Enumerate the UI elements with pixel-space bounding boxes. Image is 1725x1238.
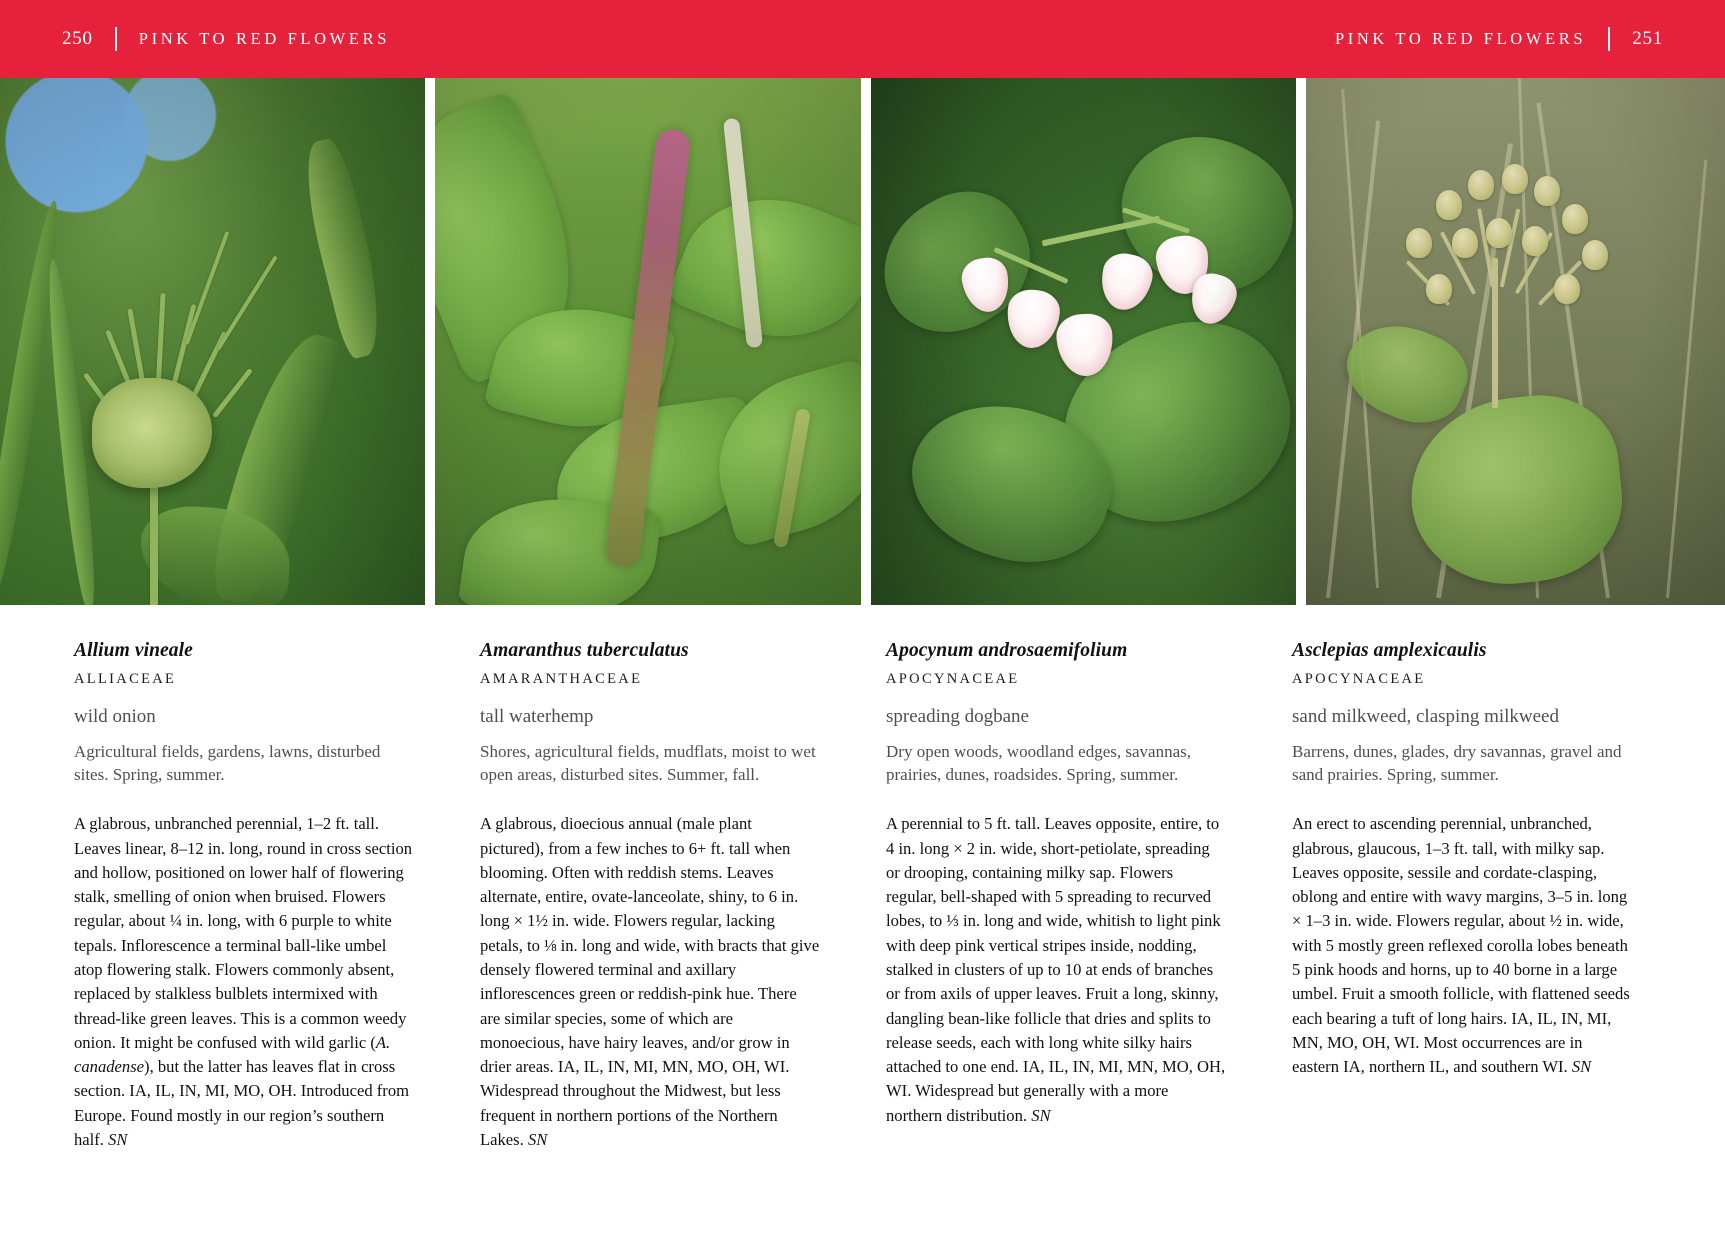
- entry-column-apocynum-androsaemifolium: [886, 640, 1226, 1152]
- entry-column-amaranthus-tuberculatus: [480, 640, 820, 1152]
- common-names: tall waterhemp: [480, 706, 594, 727]
- scientific-name: Allium vineale: [74, 640, 193, 661]
- running-header-band: [0, 0, 1725, 78]
- species-description: [480, 812, 820, 1152]
- entry-columns: [74, 640, 1651, 1152]
- author-initials: SN: [1031, 1105, 1051, 1125]
- entry-text-area: [0, 612, 1725, 1238]
- common-names: spreading dogbane: [886, 706, 1029, 727]
- common-names: sand milkweed, clasping milkweed: [1292, 706, 1559, 727]
- author-initials: SN: [1571, 1057, 1592, 1077]
- family-name: AMARANTHACEAE: [480, 671, 643, 687]
- photo-apocynum-androsaemifolium: [871, 78, 1296, 605]
- folio-left: 250: [62, 28, 93, 49]
- common-names: wild onion: [74, 706, 156, 727]
- species-description: [886, 812, 1226, 1128]
- description-part-1: An erect to ascending perennial, unbranched, glabrous, glaucous, 1–3 ft. tall, with milky sap. Leaves opposite, sessile and cordate-clasping, oblong and entire with wavy margins, 3–5 in. long × 1–3 in. wide. Flowers regular, about ½ in. wide, with 5 mostly green reflexed corolla lobes beneath 5 pink hoods and horns, up to 40 borne in a large umbel. Fruit a smooth follicle, with flattened seeds each bearing a tuft of long hairs. IA, IL, IN, MI, MN, MO, OH, WI. Most occurrences are in eastern IA, northern IL, and southern WI.: [1292, 814, 1630, 1077]
- habitat-and-season: Shores, agricultural fields, mudflats, moist to wet open areas, disturbed sites. Summer, fall.: [480, 742, 816, 785]
- habitat-and-season: Barrens, dunes, glades, dry savannas, gravel and sand prairies. Spring, summer.: [1292, 742, 1622, 785]
- description-part-1: A glabrous, dioecious annual (male plant pictured), from a few inches to 6+ ft. tall when blooming. Often with reddish stems. Leaves alternate, entire, ovate-lanceolate, shiny, to 6 in. long × 1½ in. wide. Flowers regular, lacking petals, to ⅛ in. long and wide, with bracts that give densely flowered terminal and axillary inflorescences green or reddish-pink hue. There are similar species, some of which are monoecious, have hairy leaves, and/or grow in drier areas. IA, IL, IN, MI, MN, MO, OH, WI. Widespread throughout the Midwest, but less frequent in northern portions of the Northern Lakes.: [480, 814, 820, 1150]
- photo-amaranthus-tuberculatus: [435, 78, 860, 605]
- header-divider-right: [1608, 27, 1610, 51]
- scientific-name: Amaranthus tuberculatus: [480, 640, 689, 661]
- family-name: ALLIACEAE: [74, 671, 177, 687]
- species-description: [1292, 812, 1632, 1079]
- description-part-2: ), but the latter has leaves flat in cross section. IA, IL, IN, MI, MO, OH. Introduced from Europe. Found mostly in our region’s southern half.: [74, 1057, 410, 1150]
- entry-column-asclepias-amplexicaulis: [1292, 640, 1632, 1152]
- scientific-name: Asclepias amplexicaulis: [1292, 640, 1487, 661]
- author-initials: SN: [527, 1130, 548, 1150]
- running-header-left: [62, 27, 390, 51]
- header-divider-left: [115, 27, 117, 51]
- habitat-and-season: Dry open woods, woodland edges, savannas, prairies, dunes, roadsides. Spring, summer.: [886, 742, 1191, 785]
- folio-right: 251: [1632, 28, 1663, 49]
- family-name: APOCYNACEAE: [1292, 671, 1426, 687]
- entry-column-allium-vineale: [74, 640, 414, 1152]
- species-description: [74, 812, 414, 1152]
- photo-strip: [0, 78, 1725, 605]
- scientific-name: Apocynum androsaemifolium: [886, 640, 1128, 661]
- habitat-and-season: Agricultural fields, gardens, lawns, disturbed sites. Spring, summer.: [74, 742, 381, 785]
- author-initials: SN: [108, 1130, 128, 1150]
- description-part-1: A perennial to 5 ft. tall. Leaves opposite, entire, to 4 in. long × 2 in. wide, short-petiolate, spreading or drooping, containing milky sap. Flowers regular, bell-shaped with 5 spreading to recurved lobes, to ⅓ in. long and wide, whitish to light pink with deep pink vertical stripes inside, nodding, stalked in clusters of up to 10 at ends of branches or from axils of upper leaves. Fruit a long, skinny, dangling bean-like follicle that dries and splits to release seeds, each with long white silky hairs attached to one end. IA, IL, IN, MI, MN, MO, OH, WI. Widespread but generally with a more northern distribution.: [886, 814, 1226, 1125]
- description-part-1: A glabrous, unbranched perennial, 1–2 ft. tall. Leaves linear, 8–12 in. long, round in cross section and hollow, positioned on lower half of flowering stalk, smelling of onion when bruised. Flowers regular, about ¼ in. long, with 6 purple to white tepals. Inflorescence a terminal ball-like umbel atop flowering stalk. Flowers commonly absent, replaced by stalkless bulblets intermixed with thread-like green leaves. This is a common weedy onion. It might be confused with wild garlic (: [74, 814, 413, 1052]
- running-title-right: PINK TO RED FLOWERS: [1334, 29, 1587, 48]
- photo-allium-vineale: [0, 78, 425, 605]
- running-title-left: PINK TO RED FLOWERS: [138, 29, 391, 48]
- photo-asclepias-amplexicaulis: [1306, 78, 1725, 605]
- running-header-right: [1335, 27, 1663, 51]
- description-italic-name: A. canadense: [74, 1032, 391, 1077]
- family-name: APOCYNACEAE: [886, 671, 1020, 687]
